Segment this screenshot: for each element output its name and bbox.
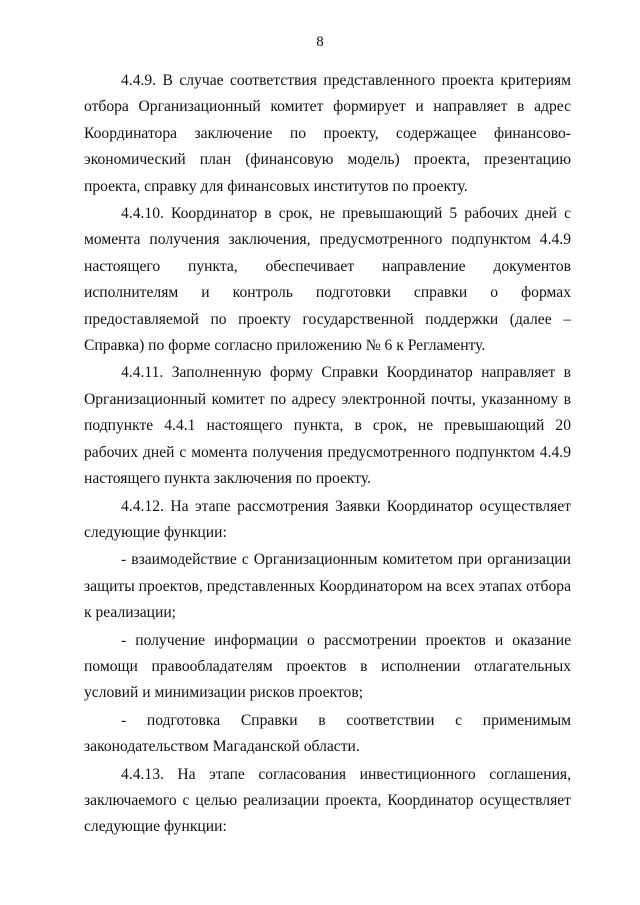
paragraph-4-4-10: 4.4.10. Координатор в срок, не превышающий 5 рабочих дней с момента получения заключения, предусмотренного подпунктом 4.4.9 настоящего пункта, обеспечивает направление документов исполнителям и контроль подготовки справки о формах предоставляемой по проекту государственной поддержки (далее – Справка) по форме согласно приложению № 6 к Регламенту. xyxy=(84,205,571,355)
paragraph-4-4-9: 4.4.9. В случае соответствия представленного проекта критериям отбора Организационный комитет формирует и направляет в адрес Координатора заключение по проекту, содержащее финансово-экономический план (финансовую модель) проекта, презентацию проекта, справку для финансовых институтов по проекту. xyxy=(84,72,571,195)
list-item-information: - получение информации о рассмотрении проектов и оказание помощи правообладателям проектов в исполнении отлагательных условий и минимизации рисков проектов; xyxy=(84,631,571,702)
paragraph-4-4-13: 4.4.13. На этапе согласования инвестиционного соглашения, заключаемого с целью реализации проекта, Координатор осуществляет следующие функции: xyxy=(84,765,571,836)
list-item-interaction: - взаимодействие с Организационным комитетом при организации защиты проектов, представленных Координатором на всех этапах отбора к реализации; xyxy=(84,551,571,622)
page-number: 8 xyxy=(316,34,324,50)
paragraph-4-4-12: 4.4.12. На этапе рассмотрения Заявки Координатор осуществляет следующие функции: xyxy=(84,497,571,541)
paragraph-4-4-11: 4.4.11. Заполненную форму Справки Координатор направляет в Организационный комитет по адресу электронной почты, указанному в подпункте 4.4.1 настоящего пункта, в срок, не превышающий 20 рабочих дней с момента получения предусмотренного подпунктом 4.4.9 настоящего пункта заключения по проекту. xyxy=(84,364,571,488)
list-item-certificate: - подготовка Справки в соответствии с применимым законодательством Магаданской области. xyxy=(84,711,571,756)
document-body xyxy=(84,68,571,841)
